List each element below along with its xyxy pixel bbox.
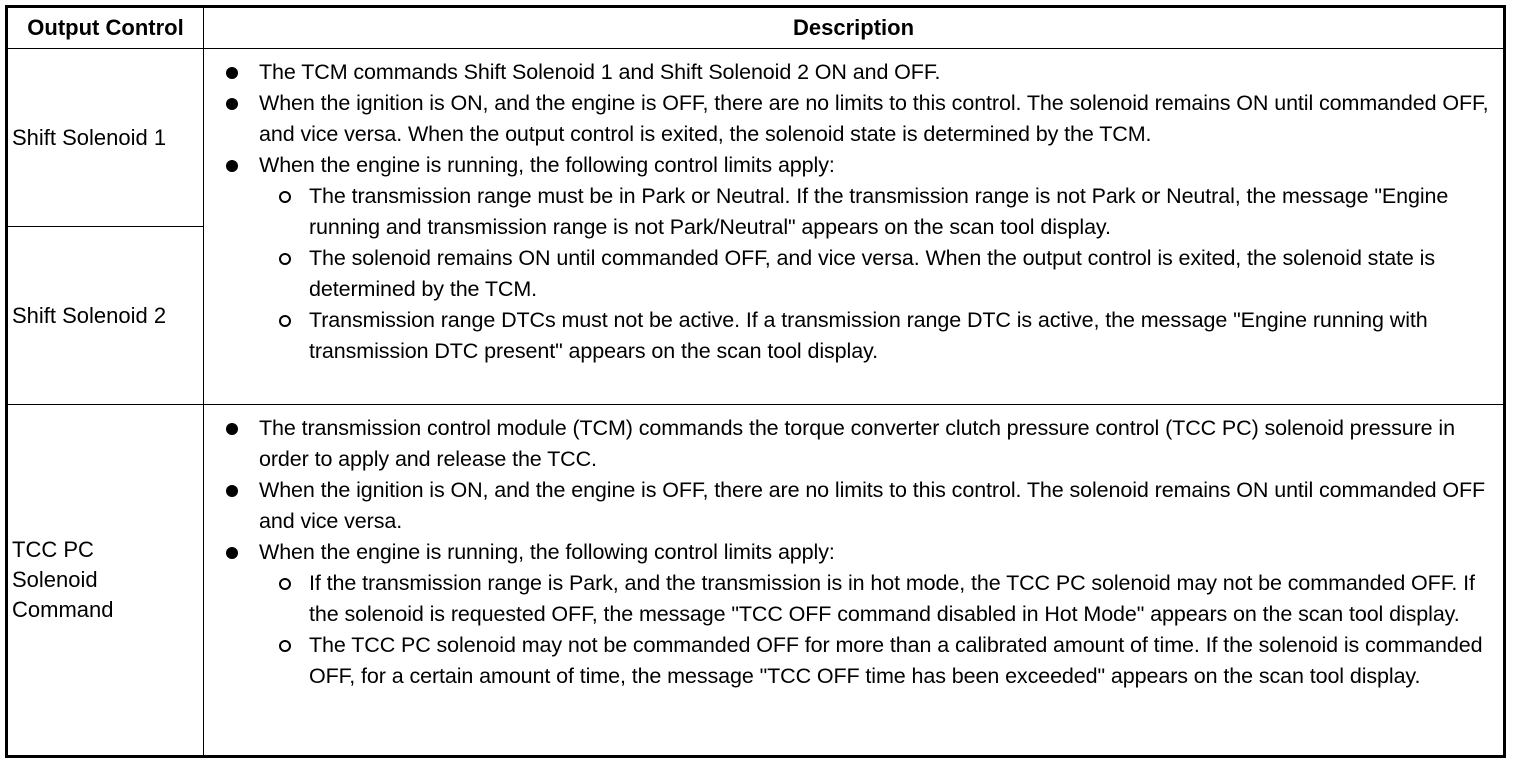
list-item: When the ignition is ON, and the engine is OFF, there are no limits to this control. The solenoid remains ON until commanded OFF, and vice versa. When the output control is exited, the solenoid state is determined by the TCM. [222, 88, 1493, 150]
bullet-list [222, 57, 1493, 181]
sub-list-wrapper [222, 181, 1493, 367]
list-item [222, 150, 1493, 181]
sub-list-container [222, 568, 1493, 692]
sub-list-container [222, 181, 1493, 367]
list-item: The transmission control module (TCM) commands the torque converter clutch pressure control (TCC PC) solenoid pressure in order to apply and release the TCC. [222, 413, 1493, 475]
sub-list-item: The solenoid remains ON until commanded OFF, and vice versa. When the output control is exited, the solenoid state is determined by the TCM. [222, 243, 1493, 305]
control-line: Command [12, 597, 114, 622]
sub-bullet-list [222, 181, 1493, 367]
sub-list-item: The transmission range must be in Park or Neutral. If the transmission range is not Park or Neutral, the message "Engine running and transmission range is not Park/Neutral" appears on the scan tool display. [222, 181, 1493, 243]
control-line: TCC PC [12, 537, 94, 562]
list-item-text: When the engine is running, the following control limits apply: [259, 153, 835, 177]
list-item [222, 537, 1493, 568]
header-description: Description [204, 7, 1505, 49]
control-tcc-pc-solenoid-command [7, 405, 204, 757]
sub-list-item: If the transmission range is Park, and the transmission is in hot mode, the TCC PC solenoid may not be commanded OFF. If the solenoid is requested OFF, the message "TCC OFF command disabled in Hot Mode" appears on the scan tool display. [222, 568, 1493, 630]
output-control-table [5, 5, 1506, 758]
table-row [7, 405, 1505, 757]
control-shift-solenoid-2: Shift Solenoid 2 [7, 227, 204, 405]
header-output-control: Output Control [7, 7, 204, 49]
table-row [7, 49, 1505, 227]
control-shift-solenoid-1: Shift Solenoid 1 [7, 49, 204, 227]
description-cell [204, 405, 1505, 757]
sub-list-item: The TCC PC solenoid may not be commanded OFF for more than a calibrated amount of time. If the solenoid is commanded OFF, for a certain amount of time, the message "TCC OFF time has been exceeded" appears on the scan tool display. [222, 630, 1493, 692]
list-item: The TCM commands Shift Solenoid 1 and Shift Solenoid 2 ON and OFF. [222, 57, 1493, 88]
list-item: When the ignition is ON, and the engine is OFF, there are no limits to this control. The solenoid remains ON until commanded OFF and vice versa. [222, 475, 1493, 537]
description-cell [204, 49, 1505, 405]
header-row [7, 7, 1505, 49]
sub-list-wrapper [222, 568, 1493, 692]
control-line: Solenoid [12, 567, 98, 592]
bullet-list [222, 413, 1493, 568]
list-item-text: When the engine is running, the following control limits apply: [259, 540, 835, 564]
sub-list-item: Transmission range DTCs must not be active. If a transmission range DTC is active, the message "Engine running with transmission DTC present" appears on the scan tool display. [222, 305, 1493, 367]
sub-bullet-list [222, 568, 1493, 692]
